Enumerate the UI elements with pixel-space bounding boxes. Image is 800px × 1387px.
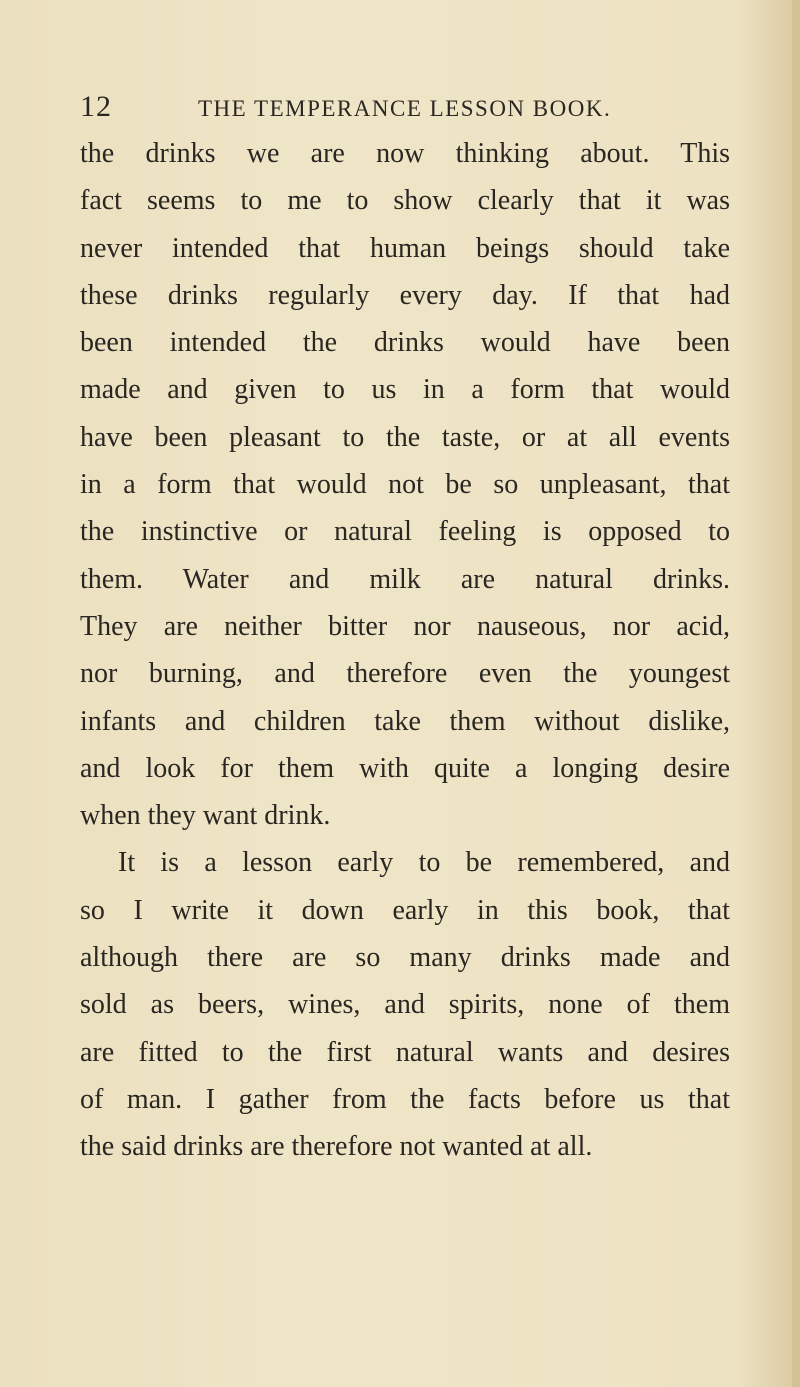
- text-line: so I write it down early in this book, that: [80, 894, 730, 926]
- text-line: although there are so many drinks made and: [80, 942, 730, 974]
- page-header: [80, 90, 720, 130]
- text-line: the drinks we are now thinking about. This: [80, 138, 730, 169]
- text-line: these drinks regularly every day. If that had: [80, 279, 730, 311]
- running-title: THE TEMPERANCE LESSON BOOK.: [198, 96, 612, 121]
- text-line: fact seems to me to show clearly that it was: [80, 185, 730, 217]
- text-line: are fitted to the first natural wants and desires: [80, 1036, 730, 1068]
- text-line: them. Water and milk are natural drinks.: [80, 563, 730, 595]
- text-line: have been pleasant to the taste, or at all events: [80, 421, 730, 453]
- text-line: been intended the drinks would have been: [80, 327, 730, 359]
- text-line: in a form that would not be so unpleasant, that: [80, 469, 730, 501]
- page-edge-shadow: [792, 0, 800, 1387]
- text-line: never intended that human beings should take: [80, 232, 730, 264]
- paragraph-start-line: It is a lesson early to be remembered, and: [118, 847, 730, 879]
- body-text: [80, 130, 730, 1171]
- text-line: nor burning, and therefore even the youngest: [80, 658, 730, 690]
- text-line: and look for them with quite a longing desire: [80, 752, 730, 784]
- paragraph-end-line: when they want drink.: [80, 800, 331, 832]
- paragraph-end-line: the said drinks are therefore not wanted at all.: [80, 1131, 593, 1163]
- text-line: sold as beers, wines, and spirits, none of them: [80, 989, 730, 1021]
- text-line: They are neither bitter nor nauseous, nor acid,: [80, 610, 730, 642]
- page-number: 12: [80, 90, 112, 123]
- text-line: of man. I gather from the facts before us that: [80, 1083, 730, 1115]
- text-line: the instinctive or natural feeling is opposed to: [80, 516, 730, 548]
- text-line: made and given to us in a form that would: [80, 374, 730, 406]
- text-line: infants and children take them without dislike,: [80, 705, 730, 737]
